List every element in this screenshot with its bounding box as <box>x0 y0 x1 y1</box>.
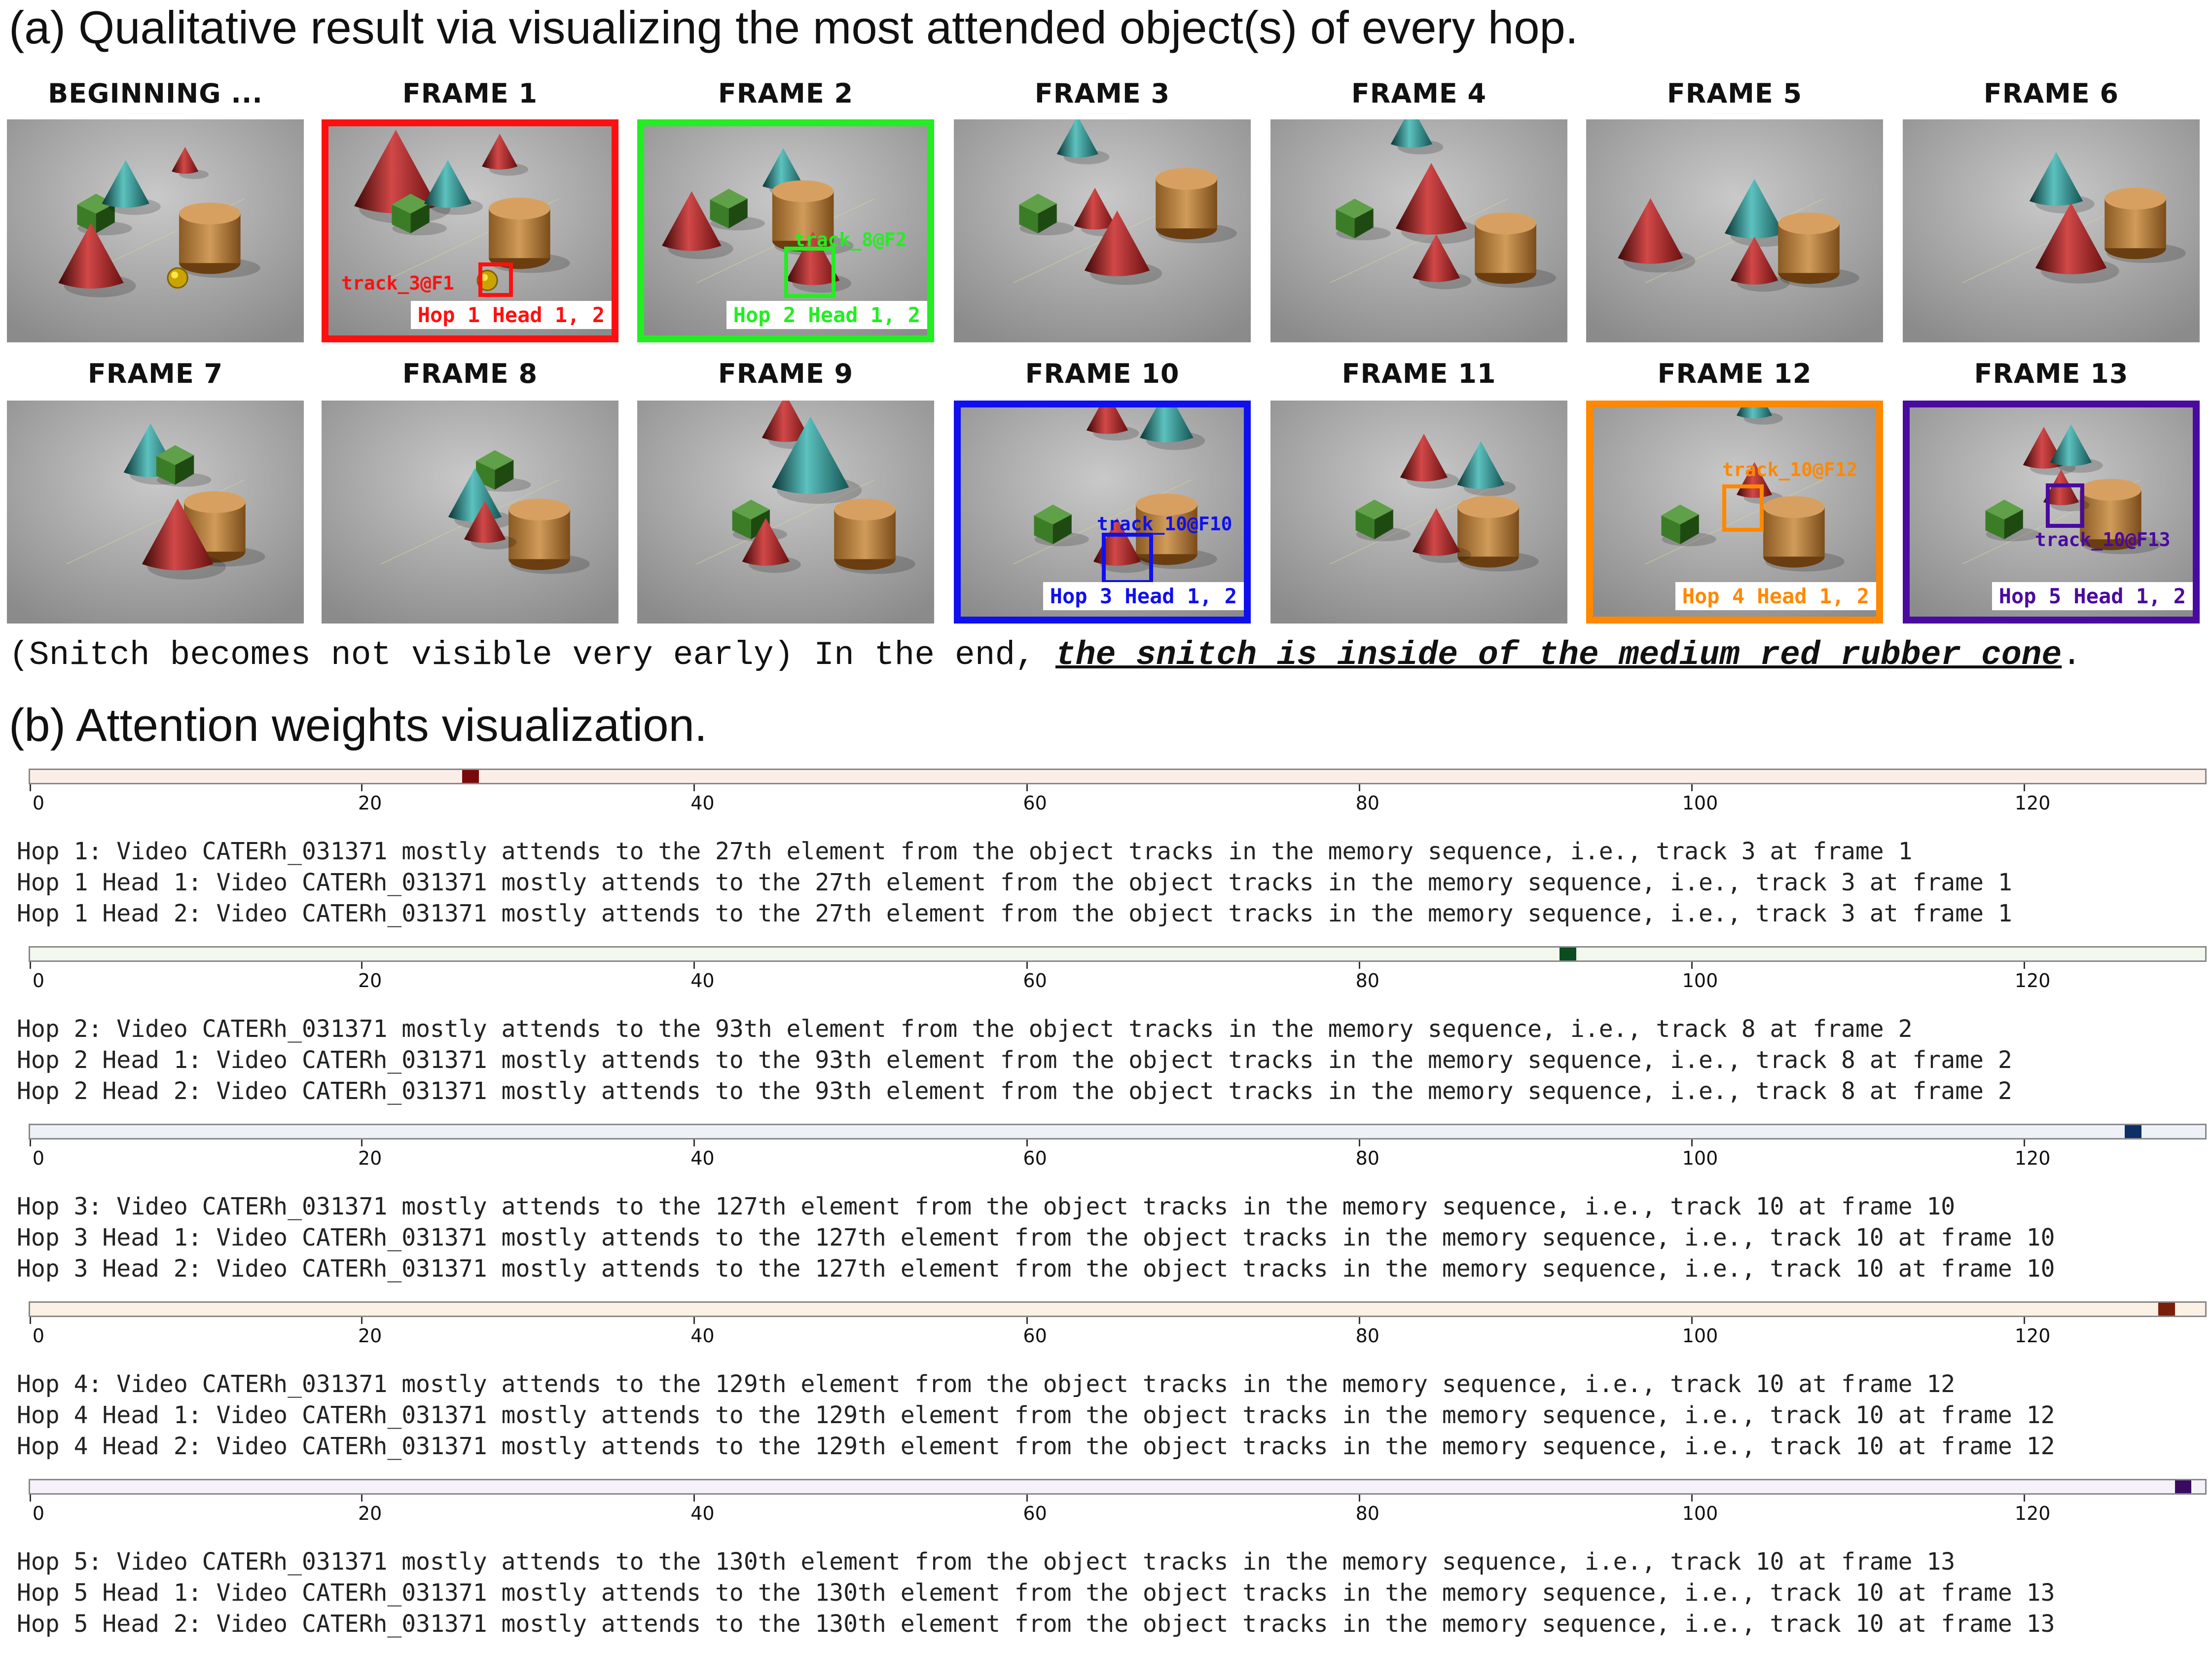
axis-tick-label: 0 <box>32 1325 45 1347</box>
axis-tick-label: 120 <box>2014 1147 2051 1169</box>
frame-image <box>1586 119 1883 342</box>
axis-tick-label: 60 <box>1023 792 1047 814</box>
axis-tick-label: 60 <box>1023 970 1047 992</box>
frame-label: FRAME 3 <box>1034 78 1170 109</box>
axis-tick-label: 40 <box>690 792 715 814</box>
frame-image <box>1270 401 1567 624</box>
track-box <box>784 247 835 298</box>
axis-tick-label: 0 <box>32 792 45 814</box>
frame-label: FRAME 12 <box>1657 358 1812 389</box>
axis-tick-label: 20 <box>358 970 382 992</box>
conclusion-prefix: (Snitch becomes not visible very early) In the end, <box>9 636 1055 674</box>
frame-image <box>7 401 304 624</box>
axis-tick <box>693 784 695 791</box>
attention-peak <box>1559 948 1576 960</box>
track-box <box>478 262 513 297</box>
track-label: track_10@F13 <box>2035 529 2171 551</box>
hop-description-line: Hop 3 Head 1: Video CATERh_031371 mostly attends to the 127th element from the object tracks in the memory sequence, i.e., track 10 at frame 10 <box>17 1224 2055 1251</box>
axis-tick-label: 60 <box>1023 1503 1047 1524</box>
hop-description-line: Hop 5 Head 1: Video CATERh_031371 mostly attends to the 130th element from the object tracks in the memory sequence, i.e., track 10 at frame 13 <box>17 1579 2055 1607</box>
axis-tick-label: 80 <box>1355 792 1379 814</box>
axis-tick <box>1691 784 1693 791</box>
frame-label: FRAME 13 <box>1974 358 2129 389</box>
hop-description-line: Hop 3: Video CATERh_031371 mostly attends to the 127th element from the object tracks in the memory sequence, i.e., track 10 at frame 10 <box>17 1193 1956 1220</box>
axis-tick <box>30 1317 31 1324</box>
axis-tick-label: 40 <box>690 1147 715 1169</box>
frame-image <box>1270 119 1567 342</box>
axis-tick-label: 120 <box>2014 792 2051 814</box>
axis-tick-label: 20 <box>358 1325 382 1347</box>
axis-tick <box>693 1317 695 1324</box>
hop-description-line: Hop 2: Video CATERh_031371 mostly attends to the 93th element from the object tracks in the memory sequence, i.e., track 8 at frame 2 <box>17 1015 1913 1043</box>
attention-bar <box>29 1301 2207 1317</box>
frame-label: FRAME 7 <box>87 358 223 389</box>
axis-tick <box>30 784 31 791</box>
axis-tick-label: 60 <box>1023 1147 1047 1169</box>
axis-tick-label: 0 <box>32 970 45 992</box>
track-box <box>1102 533 1153 584</box>
axis-tick-label: 100 <box>1682 792 1718 814</box>
axis-tick <box>1026 784 1028 791</box>
axis-tick <box>1026 1317 1028 1324</box>
axis-tick <box>693 962 695 969</box>
attention-peak <box>2125 1125 2141 1138</box>
panel-b-title: (b) Attention weights visualization. <box>9 699 707 751</box>
axis-tick-label: 100 <box>1682 970 1718 992</box>
track-label: track_3@F1 <box>341 272 454 294</box>
axis-tick <box>2024 1139 2025 1146</box>
axis-tick-label: 20 <box>358 1147 382 1169</box>
axis-tick <box>1026 962 1028 969</box>
axis-tick <box>1691 962 1693 969</box>
attention-bar <box>29 946 2207 962</box>
attention-bar <box>29 1124 2207 1139</box>
conclusion-suffix: . <box>2062 636 2082 674</box>
axis-tick-label: 120 <box>2014 1325 2051 1347</box>
axis-tick-label: 100 <box>1682 1503 1718 1524</box>
axis-tick-label: 120 <box>2014 1503 2051 1524</box>
axis-tick-label: 0 <box>32 1503 45 1524</box>
track-label: track_10@F10 <box>1097 513 1233 535</box>
hop-tag: Hop 2 Head 1, 2 <box>726 301 927 329</box>
hop-description-line: Hop 1 Head 2: Video CATERh_031371 mostly attends to the 27th element from the object tracks in the memory sequence, i.e., track 3 at frame 1 <box>17 900 2012 927</box>
axis-tick-label: 100 <box>1682 1147 1718 1169</box>
frame-label: FRAME 11 <box>1342 358 1496 389</box>
axis-tick <box>1359 784 1360 791</box>
axis-tick <box>30 1139 31 1146</box>
hop-tag: Hop 4 Head 1, 2 <box>1675 582 1876 610</box>
conclusion-emphasis: the snitch is inside of the medium red rubber cone <box>1055 636 2062 674</box>
hop-tag: Hop 3 Head 1, 2 <box>1043 582 1244 610</box>
axis-tick-label: 40 <box>690 1325 715 1347</box>
axis-tick <box>361 1495 363 1502</box>
frame-label: FRAME 6 <box>1983 78 2119 109</box>
frame-image <box>7 119 304 342</box>
axis-tick <box>2024 784 2025 791</box>
axis-tick <box>693 1495 695 1502</box>
axis-tick-label: 100 <box>1682 1325 1718 1347</box>
axis-tick <box>361 1317 363 1324</box>
panel-a-title: (a) Qualitative result via visualizing the most attended object(s) of every hop. <box>9 1 1578 53</box>
axis-tick-label: 120 <box>2014 970 2051 992</box>
hop-tag: Hop 5 Head 1, 2 <box>1992 582 2193 610</box>
frame-image <box>637 401 934 624</box>
axis-tick-label: 80 <box>1355 1147 1379 1169</box>
axis-tick-label: 20 <box>358 792 382 814</box>
attention-peak <box>2175 1480 2192 1493</box>
axis-tick <box>361 1139 363 1146</box>
frame-label: FRAME 2 <box>718 78 854 109</box>
hop-description-line: Hop 2 Head 1: Video CATERh_031371 mostly attends to the 93th element from the object tracks in the memory sequence, i.e., track 8 at frame 2 <box>17 1046 2012 1074</box>
axis-tick <box>1026 1495 1028 1502</box>
axis-tick <box>1359 1317 1360 1324</box>
hop-description-line: Hop 3 Head 2: Video CATERh_031371 mostly attends to the 127th element from the object tracks in the memory sequence, i.e., track 10 at frame 10 <box>17 1255 2055 1283</box>
axis-tick-label: 80 <box>1355 970 1379 992</box>
axis-tick-label: 20 <box>358 1503 382 1524</box>
hop-description-line: Hop 1 Head 1: Video CATERh_031371 mostly attends to the 27th element from the object tracks in the memory sequence, i.e., track 3 at frame 1 <box>17 869 2012 896</box>
attention-peak <box>2158 1303 2175 1316</box>
axis-tick <box>361 784 363 791</box>
frame-label: FRAME 4 <box>1351 78 1487 109</box>
axis-tick-label: 40 <box>690 1503 715 1524</box>
track-label: track_10@F12 <box>1722 459 1858 480</box>
hop-description-line: Hop 4 Head 2: Video CATERh_031371 mostly attends to the 129th element from the object tracks in the memory sequence, i.e., track 10 at frame 12 <box>17 1433 2055 1460</box>
hop-description-line: Hop 2 Head 2: Video CATERh_031371 mostly attends to the 93th element from the object tracks in the memory sequence, i.e., track 8 at frame 2 <box>17 1077 2012 1105</box>
attention-peak <box>462 770 479 783</box>
hop-description-line: Hop 1: Video CATERh_031371 mostly attends to the 27th element from the object tracks in the memory sequence, i.e., track 3 at frame 1 <box>17 838 1913 865</box>
axis-tick-label: 80 <box>1355 1503 1379 1524</box>
attention-bar <box>29 769 2207 784</box>
frame-label: BEGINNING ... <box>48 78 263 109</box>
frame-image <box>954 119 1251 342</box>
hop-description-line: Hop 4: Video CATERh_031371 mostly attends to the 129th element from the object tracks in the memory sequence, i.e., track 10 at frame 12 <box>17 1370 1956 1398</box>
axis-tick <box>693 1139 695 1146</box>
track-box <box>1722 484 1764 532</box>
frame-image <box>1903 119 2200 342</box>
axis-tick <box>2024 1495 2025 1502</box>
axis-tick <box>1359 1495 1360 1502</box>
axis-tick <box>1691 1317 1693 1324</box>
axis-tick <box>361 962 363 969</box>
hop-description-line: Hop 5: Video CATERh_031371 mostly attends to the 130th element from the object tracks in the memory sequence, i.e., track 10 at frame 13 <box>17 1548 1956 1576</box>
axis-tick <box>1359 1139 1360 1146</box>
conclusion-text <box>9 636 2082 674</box>
hop-tag: Hop 1 Head 1, 2 <box>411 301 612 329</box>
frame-image <box>322 401 618 624</box>
frame-label: FRAME 9 <box>718 358 854 389</box>
axis-tick <box>2024 962 2025 969</box>
axis-tick <box>1359 962 1360 969</box>
axis-tick <box>1026 1139 1028 1146</box>
frame-label: FRAME 1 <box>402 78 538 109</box>
hop-description-line: Hop 4 Head 1: Video CATERh_031371 mostly attends to the 129th element from the object tracks in the memory sequence, i.e., track 10 at frame 12 <box>17 1401 2055 1429</box>
axis-tick <box>30 962 31 969</box>
axis-tick <box>1691 1139 1693 1146</box>
axis-tick-label: 40 <box>690 970 715 992</box>
axis-tick-label: 60 <box>1023 1325 1047 1347</box>
track-label: track_8@F2 <box>794 229 907 251</box>
attention-bar <box>29 1479 2207 1495</box>
axis-tick-label: 0 <box>32 1147 45 1169</box>
hop-description-line: Hop 5 Head 2: Video CATERh_031371 mostly attends to the 130th element from the object tracks in the memory sequence, i.e., track 10 at frame 13 <box>17 1610 2055 1638</box>
axis-tick <box>30 1495 31 1502</box>
axis-tick-label: 80 <box>1355 1325 1379 1347</box>
axis-tick <box>1691 1495 1693 1502</box>
axis-tick <box>2024 1317 2025 1324</box>
frame-label: FRAME 8 <box>402 358 538 389</box>
track-box <box>2046 483 2084 528</box>
frame-label: FRAME 5 <box>1667 78 1803 109</box>
frame-label: FRAME 10 <box>1025 358 1180 389</box>
